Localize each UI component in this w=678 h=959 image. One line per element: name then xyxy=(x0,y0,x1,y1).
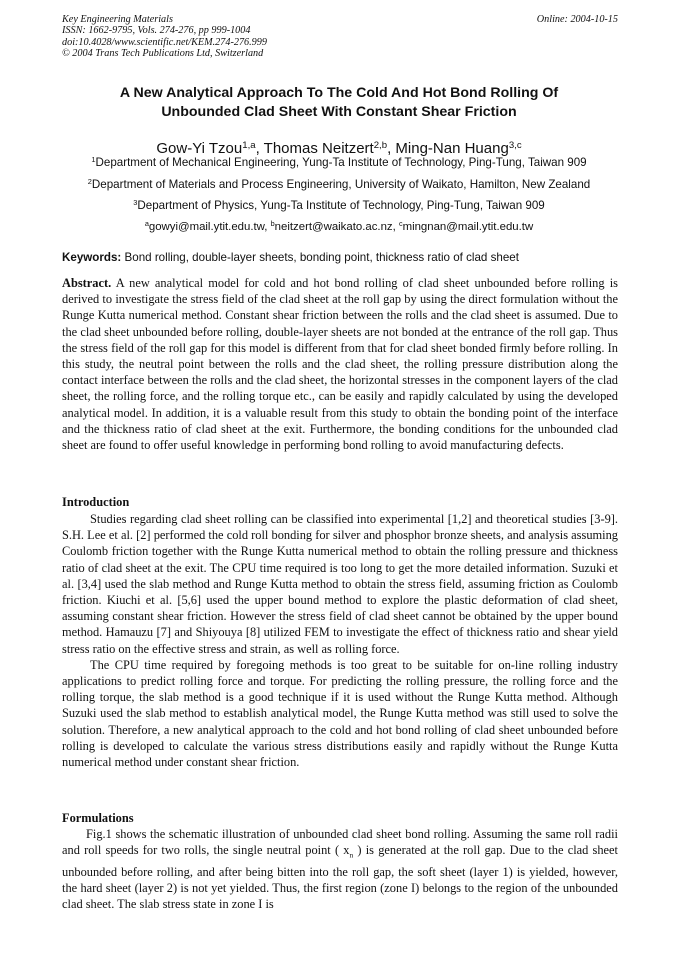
affiliation-marker: 3 xyxy=(133,197,138,207)
affiliation-2 xyxy=(30,178,648,193)
keywords-label: Keywords: xyxy=(62,251,122,264)
abstract-label: Abstract. xyxy=(62,276,112,290)
author-name: Thomas Neitzert xyxy=(263,140,374,157)
author-separator: , xyxy=(255,140,264,157)
abstract-text: A new analytical model for cold and hot bond rolling of clad sheet unbounded before rolling is derived to investigate the stress field of the clad sheet at the roll gap by using the direct formulation without the Runge Kutta numerical method. Constant shear friction between the rolls and the clad sheet is assumed. Due to the clad sheet unbounded before rolling, double-layer sheets are not bonded at the entrance of the roll gap. Thus the stress field of the roll gap for this model is different from that for clad sheet bonded firmly before rolling. In this study, the neutral point between the rolls and the clad sheet, the rolling pressure distribution along the contact interface between the rolls and the clad sheet, the horizontal stresses in the component layers of the clad sheet, the rolling force, and the rolling torque etc., can be easily and rapidly calculated by using the developed analytical model. In addition, it is a valuable result from this study to obtain the bonding point of the interface and the thickness ratio of clad sheet at the exit. Furthermore, the bonding conditions for the unbounded clad sheet are found to offer useful knowledge in performing bond rolling to avoid manufacturing defects. xyxy=(62,276,618,453)
affiliation-3 xyxy=(30,199,648,214)
email-marker: b xyxy=(270,219,275,228)
author-superscript: 2,b xyxy=(373,139,388,151)
paper-title xyxy=(40,84,638,122)
email-marker: a xyxy=(144,219,149,228)
affiliation-text: Department of Mechanical Engineering, Yung-Ta Institute of Technology, Ping-Tung, Taiwan 909 xyxy=(95,156,587,169)
formulations-body xyxy=(62,826,618,912)
online-date: Online: 2004-10-15 xyxy=(536,14,618,25)
abstract xyxy=(62,275,618,453)
affiliation-text: Department of Materials and Process Engineering, University of Waikato, Hamilton, New Zealand xyxy=(91,178,591,191)
introduction-body xyxy=(62,511,618,770)
affiliation-text: Department of Physics, Yung-Ta Institute of Technology, Ping-Tung, Taiwan 909 xyxy=(137,199,545,212)
issn-line: ISSN: 1662-9795, Vols. 274-276, pp 999-1004 xyxy=(62,25,251,37)
journal-name: Key Engineering Materials xyxy=(62,14,173,25)
author-superscript: 3,c xyxy=(508,139,522,151)
author-separator: , xyxy=(387,140,396,157)
journal-header xyxy=(62,14,618,59)
introduction-paragraph-2: The CPU time required by foregoing methods is too great to be suitable for on-line rolling industry applications to predict rolling force and torque. For predicting the rolling pressure, the rolling force and the rolling torque, the slab method is a good technique if it is used without the Runge Kutta method. Although Suzuki used the slab method to establish analytical model, the Runge Kutta method was still used to solve the solution. Therefore, a new analytical approach to the cold and hot bond rolling of clad sheet unbounded before rolling is developed to calculate the various stress distributions easily and rapidly without the Runge Kutta numerical method under constant shear friction. xyxy=(62,657,618,770)
title-line-1: A New Analytical Approach To The Cold And Hot Bond Rolling Of xyxy=(119,85,559,101)
formulations-heading: Formulations xyxy=(62,811,134,825)
email-text: neitzert@waikato.ac.nz, xyxy=(274,221,399,233)
email-marker: c xyxy=(398,219,403,228)
introduction-heading: Introduction xyxy=(62,495,130,509)
author-superscript: 1,a xyxy=(242,139,256,151)
formulations-text-b: ) is generated at the roll gap. Due to the clad sheet unbounded before rolling, and after being bitten into the roll gap, the soft sheet (layer 1) is yielded, however, the hard sheet (layer 2) is not yet yielded. Thus, the first region (zone I) belongs to the region of the unbounded clad sheet. The slab stress state in zone I is xyxy=(62,843,618,912)
doi-line: doi:10.4028/www.scientific.net/KEM.274-276.999 xyxy=(62,36,267,48)
affiliation-marker: 1 xyxy=(91,154,96,164)
email-list xyxy=(30,220,648,235)
introduction-paragraph-1: Studies regarding clad sheet rolling can be classified into experimental [1,2] and theoretical studies [3-9]. S.H. Lee et al. [2] performed the cold roll bonding for silver and phosphor bronze sheets, and analysis assuming Coulomb friction together with the Runge Kutta numerical method to obtain the rolling pressure and thickness ratio of clad sheet at the exit. The CPU time required is too long to get the more detailed information. Suzuki et al. [3,4] used the slab method and Runge Kutta method to obtain the stress field, assuming friction as Coulomb friction. Kiuchi et al. [5,6] used the upper bound method to explore the plastic deformation of clad sheet, assuming constant shear friction. However the stress field of clad sheet cannot be obtained by the upper bound method. Hamauzu [7] and Shiyouya [8] utilized FEM to investigate the effect of thickness ratio and shear yield stress ratio on the effective stress and strain, as well as rolling force. xyxy=(62,512,618,656)
keywords xyxy=(62,251,618,265)
title-line-2: Unbounded Clad Sheet With Constant Shear Friction xyxy=(161,104,517,120)
affiliation-marker: 2 xyxy=(87,176,92,186)
email-text: gowyi@mail.ytit.edu.tw, xyxy=(148,221,271,233)
keywords-text: Bond rolling, double-layer sheets, bonding point, thickness ratio of clad sheet xyxy=(124,251,519,264)
formulations-text-a: Fig.1 shows the schematic illustration of unbounded clad sheet bond rolling. Assuming the same roll radii and roll speeds for two rolls, the single neutral point ( x xyxy=(62,827,618,858)
author-name: Gow-Yi Tzou xyxy=(156,140,243,157)
formulations-paragraph-1 xyxy=(62,826,618,912)
copyright-line: © 2004 Trans Tech Publications Ltd, Switzerland xyxy=(62,47,264,59)
neutral-point-subscript: n xyxy=(349,850,354,860)
author-name: Ming-Nan Huang xyxy=(395,140,509,157)
affiliation-1 xyxy=(30,156,648,171)
email-text: mingnan@mail.ytit.edu.tw xyxy=(402,221,534,233)
